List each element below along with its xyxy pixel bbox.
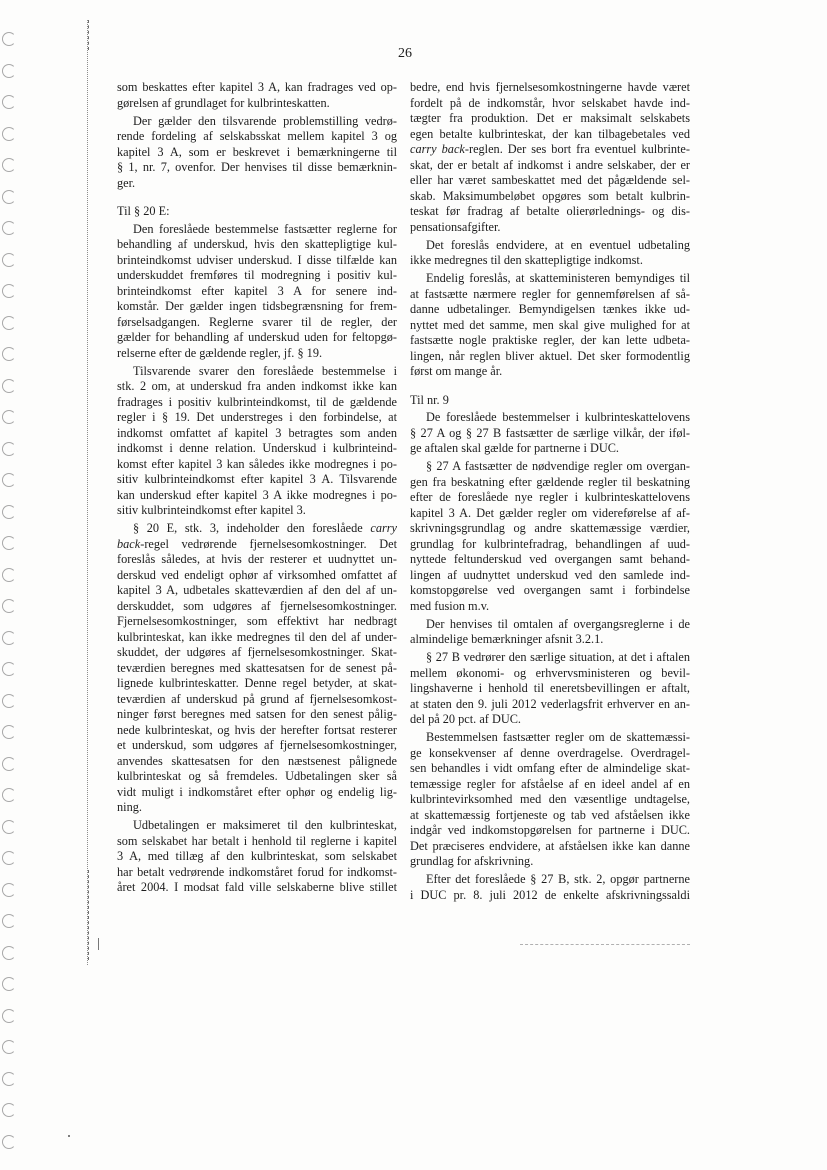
punch-hole: [2, 788, 16, 802]
text-line: [410, 158, 690, 174]
text-run: grundlag for afskrivning.: [410, 854, 534, 868]
paragraph: [410, 80, 690, 235]
paragraph: [410, 650, 690, 728]
text-run: kulbrintevirksomhed med den væsentlige undtagelse,: [410, 792, 690, 806]
text-run: anvendes skattesatsen for den næstsenest pålignede: [117, 753, 397, 768]
text-line: [117, 472, 397, 488]
text-line: [117, 488, 397, 504]
text-run: stk. 2 om, at underskud fra anden indkomst ikke kan: [117, 379, 397, 393]
text-line: [410, 333, 690, 349]
text-line: [410, 189, 690, 205]
text-line: [117, 880, 397, 896]
text-run: året 2004. I modsat fald ville selskaberne blive stillet: [117, 880, 397, 894]
text-run: brinteindkomst efter kapitel 3 A for senere ind-: [117, 283, 397, 298]
text-line: [410, 173, 690, 189]
text-run: med fusion m.v.: [410, 598, 490, 613]
punch-hole: [2, 977, 16, 991]
text-line: [410, 142, 690, 158]
text-run: gen fra beskatning efter gældende regler til beskatning: [410, 474, 690, 489]
text-line: [117, 80, 397, 96]
text-line: [410, 506, 690, 522]
text-run: eller har været sambeskattet med det pågældende sel-: [410, 173, 690, 187]
text-run: regler i § 19. Det understreges i den forbindelse, at: [117, 410, 397, 424]
right-text-column: [410, 80, 690, 903]
text-line: [410, 808, 690, 824]
paragraph: [410, 271, 690, 380]
text-line: [410, 681, 690, 697]
text-run: skuddet, der udgøres af fjernelsesomkostninger. Skat-: [117, 645, 397, 659]
text-run: almindelige bemærkninger afsnit 3.2.1.: [410, 632, 604, 646]
text-run: nyttet med det samme, men skal give mulighed for at: [410, 317, 690, 332]
text-run: lignede kulbrinteskatter. Denne regel betyder, at skat-: [117, 676, 397, 690]
text-run: -regel vedrørende fjernelsesomkostninger. Det: [140, 536, 397, 551]
text-run: skrivningsgrundlag og andre skattemæssige værdier,: [410, 521, 690, 535]
text-run: gørelsen af grundlaget for kulbrinteskatten.: [117, 95, 330, 110]
text-line: [410, 839, 690, 855]
text-run: indkomst omfattet af kapitel 3 betragtes som anden: [117, 425, 397, 440]
text-run: indkomst i denne relation. Underskud i kulbrinteind-: [117, 441, 397, 455]
text-line: [117, 800, 397, 816]
punch-hole: [2, 95, 16, 109]
text-run: ikke medregnes til den skattepligtige indkomst.: [410, 253, 643, 267]
text-run: tægter fra produktion. Det er maksimalt selskabets: [410, 111, 690, 125]
text-line: [117, 441, 397, 457]
text-run: komstår. Der gælder ingen tidsbegrænsning for frem-: [117, 299, 397, 313]
text-run: teværdien af underskud på grund af fjernelsesomkost-: [117, 691, 397, 706]
text-line: [410, 127, 690, 143]
text-run: relserne efter de gældende regler, jf. § 19.: [117, 345, 323, 360]
text-line: [410, 96, 690, 112]
punch-hole: [2, 127, 16, 141]
punch-hole: [2, 1009, 16, 1023]
text-run: kulbrinteskat, kan ikke medregnes til den del af under-: [117, 629, 397, 644]
text-run: har betalt vedrørende indkomståret forud for indkomst-: [117, 864, 397, 879]
text-run: Efter det foreslåede § 27 B, stk. 2, opgør partnerne: [426, 872, 690, 886]
text-line: [410, 302, 690, 318]
punch-hole: [2, 1103, 16, 1117]
text-run: et underskud, som udgøres af fjernelsesomkostninger,: [117, 738, 397, 752]
text-line: [410, 537, 690, 553]
text-run: -reglen. Der ses bort fra eventuel kulbrinte-: [464, 142, 690, 156]
text-run: del på 20 pct. af DUC.: [410, 712, 521, 726]
punch-hole: [2, 820, 16, 834]
text-run: som beskattes efter kapitel 3 A, kan fradrages ved op-: [117, 80, 397, 94]
text-line: [410, 761, 690, 777]
text-line: [117, 834, 397, 850]
text-run: fradrages i positiv kulbrinteindkomst, til de gældende: [117, 394, 397, 409]
punch-hole: [2, 599, 16, 613]
text-line: [410, 583, 690, 599]
punch-hole: [2, 851, 16, 865]
text-run: at skattemæssig fortjeneste og tab ved afståelsen ikke: [410, 807, 690, 822]
text-line: [117, 145, 397, 161]
text-line: [117, 537, 397, 553]
left-text-column: [117, 80, 397, 896]
text-run: grundlag for kulbrintefradrag, behandlingen af uud-: [410, 536, 690, 551]
text-line: [117, 379, 397, 395]
text-line: [410, 521, 690, 537]
text-run: Udbetalingen er maksimeret til den kulbrinteskat,: [133, 818, 397, 832]
punch-hole: [2, 158, 16, 172]
punch-hole: [2, 190, 16, 204]
paragraph: [117, 114, 397, 192]
paragraph: [410, 730, 690, 870]
text-line: [117, 96, 397, 112]
text-line: [117, 426, 397, 442]
text-run: bedre, end hvis fjernelsesomkostningerne havde været: [410, 80, 690, 94]
text-run: sen behandles i vidt omfang efter de almindelige skat-: [410, 761, 690, 775]
paragraph: [410, 238, 690, 269]
text-run: nyttede feltunderskud ved overgangen samt behand-: [410, 552, 690, 566]
punch-hole: [2, 347, 16, 361]
text-run: mellem økonomi- og erhvervsministeren og bevil-: [410, 665, 690, 680]
text-line: [410, 888, 690, 904]
page-number: 26: [398, 46, 412, 61]
text-line: [117, 568, 397, 584]
text-line: [410, 872, 690, 888]
text-run: behandling af underskud, hvis den skattepligtige kul-: [117, 237, 397, 251]
text-line: [117, 738, 397, 754]
text-run: kulbrinteskat og så fremdeles. Udbetalingen sker så: [117, 769, 397, 783]
text-line: [117, 614, 397, 630]
text-run: Der gælder den tilsvarende problemstilling vedrø-: [133, 113, 397, 128]
text-line: [117, 645, 397, 661]
text-run: § 1, nr. 7, ovenfor. Der henvises til disse bemærknin-: [117, 160, 397, 174]
text-line: [410, 111, 690, 127]
text-run: fastsætte nogle praktiske regler, der kan lette udbeta-: [410, 333, 690, 347]
italic-text-run: carry back: [410, 142, 465, 156]
text-run: Fjernelsesomkostninger, som effektivt har nedbragt: [117, 614, 397, 628]
text-line: [410, 490, 690, 506]
punch-hole: [2, 1072, 16, 1086]
text-run: indgår ved indkomstopgørelsen for partnerne i DUC.: [410, 823, 690, 837]
text-line: [410, 854, 690, 870]
binding-edge-shadow: [88, 20, 89, 50]
text-line: [410, 238, 690, 254]
text-run: komst efter kapitel 3 kan således ikke modregnes i po-: [117, 456, 397, 471]
scan-rule-line: [520, 944, 690, 945]
text-run: førselsadgangen. Reglerne svarer til de regler, der: [117, 314, 397, 329]
punch-hole: [2, 379, 16, 393]
binding-edge-shadow: [88, 870, 89, 960]
text-run: rende fordeling af selskabsskat mellem kapitel 3 og: [117, 129, 397, 143]
text-run: 3 A, med tillæg af den kulbrinteskat, som selskabet: [117, 849, 397, 863]
text-run: derskuddet, som udgøres af fjernelsesomkostninger.: [117, 598, 397, 613]
text-line: [410, 632, 690, 648]
text-line: [117, 160, 397, 176]
text-line: [117, 849, 397, 865]
text-line: [117, 865, 397, 881]
text-line: [117, 754, 397, 770]
text-run: gælder for behandling af underskud uden for feltopgø-: [117, 330, 397, 344]
punch-hole: [2, 253, 16, 267]
punch-hole: [2, 631, 16, 645]
text-line: [117, 176, 397, 192]
text-line: [117, 785, 397, 801]
binding-edge-line: [87, 20, 88, 965]
text-run: fordelt på de indkomstår, hvor selskabet havde ind-: [410, 95, 690, 110]
text-run: Det præciseres endvidere, at afståelsen ikke kan danne: [410, 838, 690, 853]
text-line: [410, 349, 690, 365]
text-line: [410, 617, 690, 633]
text-line: [117, 268, 397, 284]
text-line: [410, 318, 690, 334]
text-line: [117, 661, 397, 677]
punch-hole: [2, 757, 16, 771]
text-run: danne udbetalinger. Bemyndigelsen tænkes ikke ud-: [410, 302, 690, 316]
text-line: [117, 707, 397, 723]
text-line: [117, 503, 397, 519]
text-run: ger.: [117, 175, 136, 190]
text-run: efter de foreslåede nye regler i kulbrinteskattelovens: [410, 490, 690, 504]
punch-hole: [2, 505, 16, 519]
text-line: [410, 287, 690, 303]
punch-hole: [2, 694, 16, 708]
text-run: brinteindkomst udviser underskud. I disse tilfælde kan: [117, 252, 397, 267]
text-line: [117, 364, 397, 380]
scan-dot: [68, 1135, 70, 1137]
text-line: [117, 583, 397, 599]
punch-hole: [2, 883, 16, 897]
text-run: § 20 E, stk. 3, indeholder den foreslåede: [133, 521, 371, 535]
text-line: [117, 410, 397, 426]
text-line: [117, 284, 397, 300]
text-line: [410, 410, 690, 426]
text-run: sitiv kulbrinteindkomst efter kapitel 3.: [117, 503, 306, 517]
italic-text-run: back: [117, 536, 141, 551]
text-run: som selskabet har betalt i henhold til reglerne i kapitel: [117, 833, 397, 848]
scan-mark: [98, 938, 99, 950]
text-line: [117, 769, 397, 785]
text-line: [117, 253, 397, 269]
text-line: [117, 723, 397, 739]
text-run: kan underskud efter kapitel 3 A ikke modregnes i po-: [117, 487, 397, 502]
text-line: [410, 697, 690, 713]
text-run: nede kulbrinteskat, og hvis der herefter fortsat resterer: [117, 722, 397, 737]
text-line: [410, 792, 690, 808]
text-line: [410, 475, 690, 491]
text-run: ning.: [117, 800, 142, 814]
section-heading: Til nr. 9: [410, 392, 449, 407]
text-run: kapitel 3 A. Det gælder regler om videreførelse af af-: [410, 505, 690, 520]
text-line: [117, 222, 397, 238]
text-line: [117, 521, 397, 537]
text-line: [117, 630, 397, 646]
punch-hole: [2, 221, 16, 235]
text-line: [410, 666, 690, 682]
text-run: at fastsætte nærmere regler for gennemførelsen af så-: [410, 286, 690, 301]
text-run: at staten den 9. juli 2012 vederlagsfrit erhverver en an-: [410, 696, 690, 711]
text-run: teskat før fradrag af betalte olierørlednings- og dis-: [410, 204, 690, 218]
text-line: [410, 650, 690, 666]
paragraph: [117, 364, 397, 519]
text-run: komstopgørelse ved overgangen samt i forbindelse: [410, 583, 690, 597]
paragraph: [117, 80, 397, 111]
text-run: ge konsekvenser af denne overdragelse. Overdragel-: [410, 745, 690, 760]
text-run: underskuddet fremføres til modregning i positiv kul-: [117, 268, 397, 282]
text-line: [410, 271, 690, 287]
punch-hole: [2, 64, 16, 78]
text-line: [410, 823, 690, 839]
text-line: [410, 459, 690, 475]
text-run: egen betalte kulbrinteskat, der kan tilbagebetales ved: [410, 126, 690, 141]
text-line: [117, 330, 397, 346]
text-run: kapitel 3 A, som er beskrevet i bemærkningerne til: [117, 144, 397, 159]
text-run: § 27 A fastsætter de nødvendige regler om overgan-: [426, 459, 690, 473]
paragraph: [117, 521, 397, 816]
text-run: Endelig foreslås, at skatteministeren bemyndiges til: [426, 271, 690, 285]
text-run: ninger først beregnes med satsen for den senest pålig-: [117, 707, 397, 721]
text-run: pensationsafgifter.: [410, 219, 501, 234]
text-run: lingshaverne i henhold til eneretsbevillingen er aftalt,: [410, 681, 690, 695]
text-line: [410, 204, 690, 220]
text-line: [410, 364, 690, 380]
text-line: [410, 599, 690, 615]
paragraph: [410, 872, 690, 903]
text-line: [117, 599, 397, 615]
text-run: Der henvises til omtalen af overgangsreglerne i de: [426, 616, 690, 631]
text-run: § 27 A og § 27 B fastsætter de særlige vilkår, der iføl-: [410, 425, 690, 440]
text-run: derskud ved endeligt ophør af virksomhed omfattet af: [117, 567, 397, 582]
text-line: [117, 552, 397, 568]
text-line: [117, 676, 397, 692]
text-run: skab. Maksimumbeløbet opgøres som betalt kulbrin-: [410, 188, 690, 203]
text-line: [410, 253, 690, 269]
text-run: De foreslåede bestemmelser i kulbrinteskattelovens: [426, 410, 690, 424]
text-run: sitiv kulbrinteindkomst efter kapitel 3 A. Tilsvarende: [117, 472, 397, 486]
text-run: foreslås således, at hvis der resterer et uudnyttet un-: [117, 552, 397, 566]
punch-hole: [2, 946, 16, 960]
text-line: [410, 441, 690, 457]
text-line: [117, 114, 397, 130]
paragraph: [117, 222, 397, 362]
punch-hole: [2, 284, 16, 298]
text-run: kapitel 3 A, udbetales skatteværdien af den del af un-: [117, 583, 397, 597]
punch-hole: [2, 442, 16, 456]
text-line: [117, 692, 397, 708]
paragraph: [410, 617, 690, 648]
text-run: § 27 B vedrører den særlige situation, at det i aftalen: [426, 650, 690, 664]
text-run: vidt muligt i indkomståret efter ophør og endelig lig-: [117, 784, 397, 799]
text-line: [410, 552, 690, 568]
text-run: først om mange år.: [410, 364, 503, 378]
text-line: [117, 237, 397, 253]
text-line: [117, 299, 397, 315]
text-line: [410, 712, 690, 728]
text-line: [410, 426, 690, 442]
text-line: [117, 457, 397, 473]
text-line: [410, 568, 690, 584]
text-line: [117, 315, 397, 331]
text-line: [410, 80, 690, 96]
text-run: teværdien beregnes med skattesatsen for de senest på-: [117, 660, 397, 675]
punch-hole: [2, 316, 16, 330]
punch-hole: [2, 914, 16, 928]
text-run: lingen, når reglen bliver aktuel. Det sker formodentlig: [410, 348, 690, 363]
text-run: Bestemmelsen fastsætter regler om de skattemæssi-: [426, 730, 690, 744]
text-run: skat, der er betalt af indkomst i andre selskaber, der er: [410, 157, 690, 172]
text-run: Tilsvarende svarer den foreslåede bestemmelse i: [133, 363, 397, 378]
punch-hole: [2, 536, 16, 550]
punch-hole: [2, 1040, 16, 1054]
text-run: Den foreslåede bestemmelse fastsætter reglerne for: [133, 221, 397, 236]
italic-text-run: carry: [370, 521, 397, 535]
punch-hole: [2, 410, 16, 424]
punch-hole: [2, 1135, 16, 1149]
text-line: [117, 129, 397, 145]
text-line: [117, 346, 397, 362]
text-line: [410, 777, 690, 793]
paragraph: [117, 818, 397, 896]
text-run: Det foreslås endvidere, at en eventuel udbetaling: [426, 237, 690, 252]
text-run: lingen af uudnyttet underskud ved den samlede ind-: [410, 567, 690, 582]
punch-hole: [2, 32, 16, 46]
punch-hole: [2, 725, 16, 739]
text-line: [410, 746, 690, 762]
text-run: temæssige regler for afståelse af en ideel andel af en: [410, 776, 690, 791]
punch-hole: [2, 473, 16, 487]
section-heading: Til § 20 E:: [117, 204, 170, 218]
text-line: [117, 395, 397, 411]
text-line: [410, 220, 690, 236]
punch-hole: [2, 568, 16, 582]
text-run: i DUC pr. 8. juli 2012 de enkelte afskrivningssaldi: [410, 887, 690, 902]
text-run: ge aftalen skal gælde for partnerne i DUC.: [410, 441, 619, 455]
punch-hole: [2, 662, 16, 676]
text-line: [117, 818, 397, 834]
text-line: [410, 730, 690, 746]
paragraph: [410, 459, 690, 614]
paragraph: [410, 410, 690, 457]
